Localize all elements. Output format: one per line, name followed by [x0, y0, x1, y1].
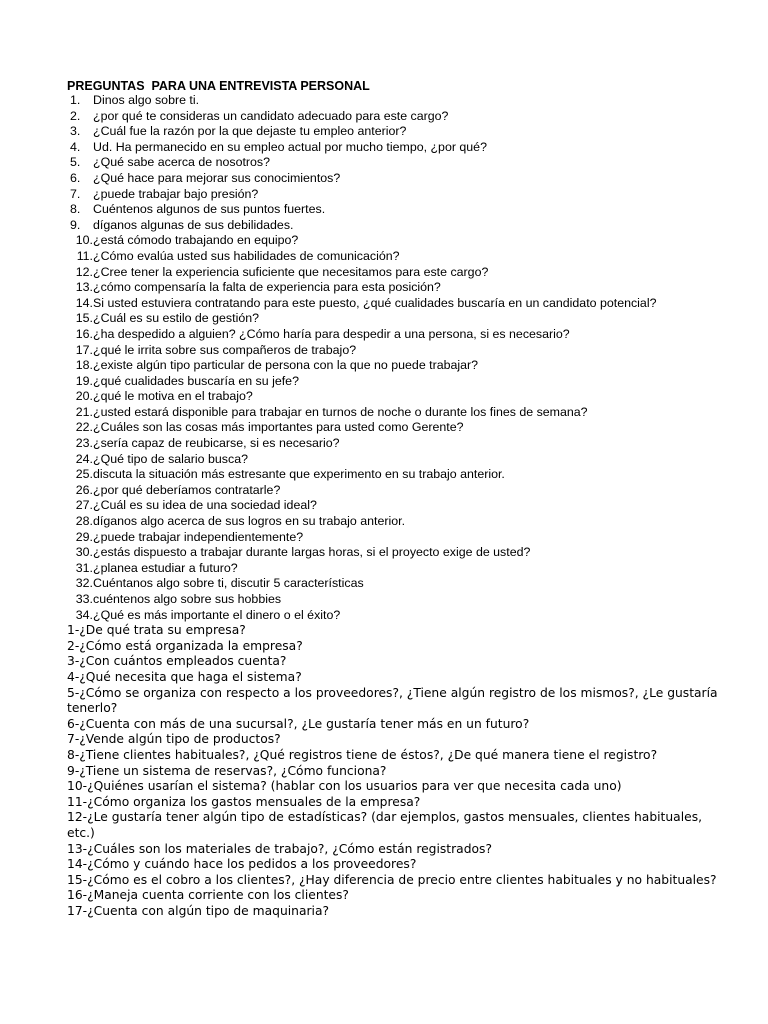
question-number: 20.	[75, 389, 93, 404]
question-text: ¿usted estará disponible para trabajar en turnos de noche o durante los fines de semana?	[93, 404, 588, 419]
question-text: ¿Cómo organiza los gastos mensuales de la empresa?	[87, 794, 421, 809]
question-text: ¿Qué es más importante el dinero o el éxito?	[93, 607, 341, 622]
question-text: ¿Cómo evalúa usted sus habilidades de comunicación?	[93, 248, 400, 263]
question-number: 7-	[67, 732, 80, 747]
question-number: 19.	[75, 373, 93, 388]
personal-question-item	[67, 498, 727, 514]
question-number: 26.	[75, 482, 93, 497]
question-number: 30.	[75, 545, 93, 560]
question-number: 1.	[70, 93, 81, 107]
business-question-line	[67, 873, 727, 889]
question-text: ¿Cuáles son los materiales de trabajo?, ¿Cómo están registrados?	[87, 841, 492, 856]
personal-question-item	[67, 171, 727, 187]
business-question-item	[67, 857, 727, 873]
question-number: 23.	[75, 436, 93, 451]
question-list	[67, 93, 727, 919]
question-text: díganos algo acerca de sus logros en su trabajo anterior.	[93, 514, 406, 529]
business-question-item	[67, 795, 727, 811]
question-number: 17-	[67, 903, 88, 918]
question-text: ¿qué le motiva en el trabajo?	[93, 389, 253, 404]
question-text: ¿Cuál es su estilo de gestión?	[93, 311, 259, 326]
question-number: 12-	[67, 810, 88, 825]
business-question-item	[67, 686, 727, 717]
question-text: ¿sería capaz de reubicarse, si es necesario?	[93, 436, 340, 451]
question-number: 8-	[67, 747, 80, 762]
question-number: 12.	[75, 264, 93, 279]
question-number: 6.	[70, 170, 81, 185]
business-question-line	[67, 639, 727, 655]
question-number: 11-	[67, 794, 88, 809]
business-question-item	[67, 888, 727, 904]
personal-question-item	[67, 436, 727, 452]
question-number: 13-	[67, 841, 88, 856]
document-title: PREGUNTAS PARA UNA ENTREVISTA PERSONAL	[67, 79, 370, 93]
question-text: ¿Cuenta con algún tipo de maquinaria?	[87, 903, 330, 918]
question-text: ¿Cuál es su idea de una sociedad ideal?	[93, 498, 317, 513]
personal-question-item	[67, 327, 727, 343]
question-number: 34.	[75, 607, 93, 622]
personal-question-item	[67, 296, 727, 312]
question-text: ¿por qué deberíamos contratarle?	[93, 482, 281, 497]
question-text: ¿qué le irrita sobre sus compañeros de trabajo?	[93, 342, 357, 357]
question-text: ¿existe algún tipo particular de persona con la que no puede trabajar?	[93, 358, 479, 373]
personal-question-item	[67, 343, 727, 359]
question-number: 31.	[75, 560, 93, 575]
personal-question-item	[67, 265, 727, 281]
business-question-item	[67, 810, 727, 841]
question-number: 3-	[67, 654, 80, 669]
business-question-line	[67, 810, 727, 841]
question-number: 21.	[75, 404, 93, 419]
personal-question-item	[67, 155, 727, 171]
question-text: ¿Maneja cuenta corriente con los clientes?	[87, 888, 349, 903]
business-question-line	[67, 779, 727, 795]
personal-question-item	[67, 561, 727, 577]
question-number: 10.	[75, 233, 93, 248]
question-text: ¿Quiénes usarían el sistema? (hablar con los usuarios para ver que necesita cada uno)	[87, 779, 622, 794]
personal-question-item	[67, 405, 727, 421]
personal-question-item	[67, 389, 727, 405]
business-question-item	[67, 654, 727, 670]
question-number: 33.	[75, 592, 93, 606]
personal-question-item	[67, 545, 727, 561]
question-number: 6-	[67, 716, 80, 731]
business-question-line	[67, 670, 727, 686]
personal-question-item	[67, 608, 727, 624]
personal-question-item	[67, 311, 727, 327]
personal-question-item	[67, 358, 727, 374]
question-number: 2-	[67, 638, 80, 653]
question-text: cuéntenos algo sobre sus hobbies	[93, 592, 282, 606]
personal-question-item	[67, 93, 727, 109]
personal-question-item	[67, 452, 727, 468]
question-number: 5-	[67, 685, 80, 700]
question-text: ¿Qué hace para mejorar sus conocimientos?	[93, 170, 341, 185]
business-question-item	[67, 717, 727, 733]
question-text: discuta la situación más estresante que experimento en su trabajo anterior.	[93, 467, 505, 482]
personal-question-item	[67, 109, 727, 125]
question-text: ¿Cómo es el cobro a los clientes?, ¿Hay diferencia de precio entre clientes habituales y no habituales?	[87, 872, 717, 887]
business-question-line	[67, 795, 727, 811]
personal-question-item	[67, 483, 727, 499]
question-number: 4.	[70, 139, 81, 154]
personal-question-item	[67, 530, 727, 546]
question-text: Dinos algo sobre ti.	[93, 93, 200, 107]
personal-question-item	[67, 374, 727, 390]
question-number: 28.	[75, 514, 93, 529]
question-text: ¿por qué te consideras un candidato adecuado para este cargo?	[93, 108, 449, 123]
question-number: 24.	[75, 451, 93, 466]
question-number: 16-	[67, 888, 88, 903]
question-text: ¿está cómodo trabajando en equipo?	[93, 233, 299, 248]
question-number: 5.	[70, 155, 81, 170]
question-text: ¿puede trabajar bajo presión?	[93, 186, 259, 201]
business-question-item	[67, 748, 727, 764]
personal-question-item	[67, 124, 727, 140]
question-number: 14-	[67, 857, 88, 872]
personal-question-item	[67, 187, 727, 203]
question-number: 27.	[75, 498, 93, 513]
question-number: 4-	[67, 669, 80, 684]
question-number: 32.	[75, 576, 93, 591]
business-question-line	[67, 623, 727, 639]
question-number: 15.	[75, 311, 93, 326]
question-number: 9.	[70, 217, 81, 232]
question-number: 16.	[75, 326, 93, 341]
question-text: ¿Le gustaría tener algún tipo de estadísticas? (dar ejemplos, gastos mensuales, clientes habituales, etc.)	[67, 810, 703, 840]
personal-question-item	[67, 514, 727, 530]
personal-question-item	[67, 218, 727, 234]
question-text: Ud. Ha permanecido en su empleo actual por mucho tiempo, ¿por qué?	[93, 139, 487, 154]
question-text: ¿Con cuántos empleados cuenta?	[79, 654, 287, 669]
question-number: 22.	[75, 420, 93, 435]
business-question-item	[67, 623, 727, 639]
business-question-item	[67, 842, 727, 858]
question-text: Cuéntanos algo sobre ti, discutir 5 características	[93, 576, 364, 591]
question-text: ¿Qué necesita que haga el sistema?	[79, 669, 302, 684]
personal-question-item	[67, 233, 727, 249]
question-number: 3.	[70, 124, 81, 139]
question-number: 9-	[67, 763, 80, 778]
personal-question-item	[67, 249, 727, 265]
business-question-item	[67, 779, 727, 795]
question-text: díganos algunas de sus debilidades.	[93, 217, 294, 232]
question-number: 13.	[75, 280, 93, 295]
question-text: ¿Qué sabe acerca de nosotros?	[93, 155, 271, 170]
business-question-line	[67, 888, 727, 904]
question-text: ¿Cómo está organizada la empresa?	[79, 638, 303, 653]
business-question-line	[67, 717, 727, 733]
question-text: ¿puede trabajar independientemente?	[93, 529, 304, 544]
personal-question-item	[67, 467, 727, 483]
personal-question-item	[67, 280, 727, 296]
question-number: 29.	[75, 529, 93, 544]
business-question-item	[67, 670, 727, 686]
question-number: 25.	[75, 467, 93, 482]
business-question-line	[67, 857, 727, 873]
business-question-item	[67, 764, 727, 780]
personal-question-item	[67, 420, 727, 436]
personal-question-item	[67, 576, 727, 592]
business-question-line	[67, 764, 727, 780]
business-question-line	[67, 654, 727, 670]
personal-question-item	[67, 592, 727, 608]
business-question-line	[67, 686, 727, 717]
question-number: 2.	[70, 108, 81, 123]
personal-question-item	[67, 140, 727, 156]
question-text: ¿Vende algún tipo de productos?	[79, 732, 281, 747]
question-text: ¿planea estudiar a futuro?	[93, 560, 238, 575]
question-text: ¿Cómo y cuándo hace los pedidos a los proveedores?	[87, 857, 417, 872]
question-text: ¿ha despedido a alguien? ¿Cómo haría para despedir a una persona, si es necesario?	[93, 326, 570, 341]
business-question-line	[67, 732, 727, 748]
question-number: 11.	[76, 248, 93, 263]
question-text: ¿Cree tener la experiencia suficiente que necesitamos para este cargo?	[93, 264, 489, 279]
business-question-item	[67, 873, 727, 889]
question-text: ¿Cuenta con más de una sucursal?, ¿Le gustaría tener más en un futuro?	[79, 716, 530, 731]
business-question-line	[67, 904, 727, 920]
question-text: ¿estás dispuesto a trabajar durante largas horas, si el proyecto exige de usted?	[93, 545, 531, 560]
question-text: ¿Cómo se organiza con respecto a los proveedores?, ¿Tiene algún registro de los mismos?, ¿Le gustaría tenerlo?	[67, 685, 718, 716]
question-text: Si usted estuviera contratando para este puesto, ¿qué cualidades buscaría en un candidato potencial?	[93, 295, 657, 310]
question-text: Cuéntenos algunos de sus puntos fuertes.	[93, 202, 326, 217]
question-text: ¿cómo compensaría la falta de experiencia para esta posición?	[93, 280, 441, 295]
question-text: ¿Qué tipo de salario busca?	[93, 451, 248, 466]
question-number: 1-	[67, 623, 80, 638]
question-text: ¿Cuáles son las cosas más importantes para usted como Gerente?	[93, 420, 464, 435]
question-text: ¿Tiene clientes habituales?, ¿Qué registros tiene de éstos?, ¿De qué manera tiene el registro?	[79, 747, 658, 762]
business-question-line	[67, 748, 727, 764]
question-text: ¿Tiene un sistema de reservas?, ¿Cómo funciona?	[79, 763, 387, 778]
question-text: ¿Cuál fue la razón por la que dejaste tu empleo anterior?	[93, 124, 407, 139]
question-number: 18.	[75, 358, 93, 373]
question-number: 7.	[70, 186, 81, 201]
business-question-item	[67, 639, 727, 655]
question-number: 15-	[67, 872, 88, 887]
business-question-item	[67, 904, 727, 920]
question-number: 14.	[75, 295, 93, 310]
question-number: 17.	[75, 342, 93, 357]
question-number: 8.	[70, 202, 81, 217]
business-question-line	[67, 842, 727, 858]
business-question-item	[67, 732, 727, 748]
question-number: 10-	[67, 779, 88, 794]
question-text: ¿De qué trata su empresa?	[79, 623, 246, 638]
question-text: ¿qué cualidades buscaría en su jefe?	[93, 373, 299, 388]
personal-question-item	[67, 202, 727, 218]
